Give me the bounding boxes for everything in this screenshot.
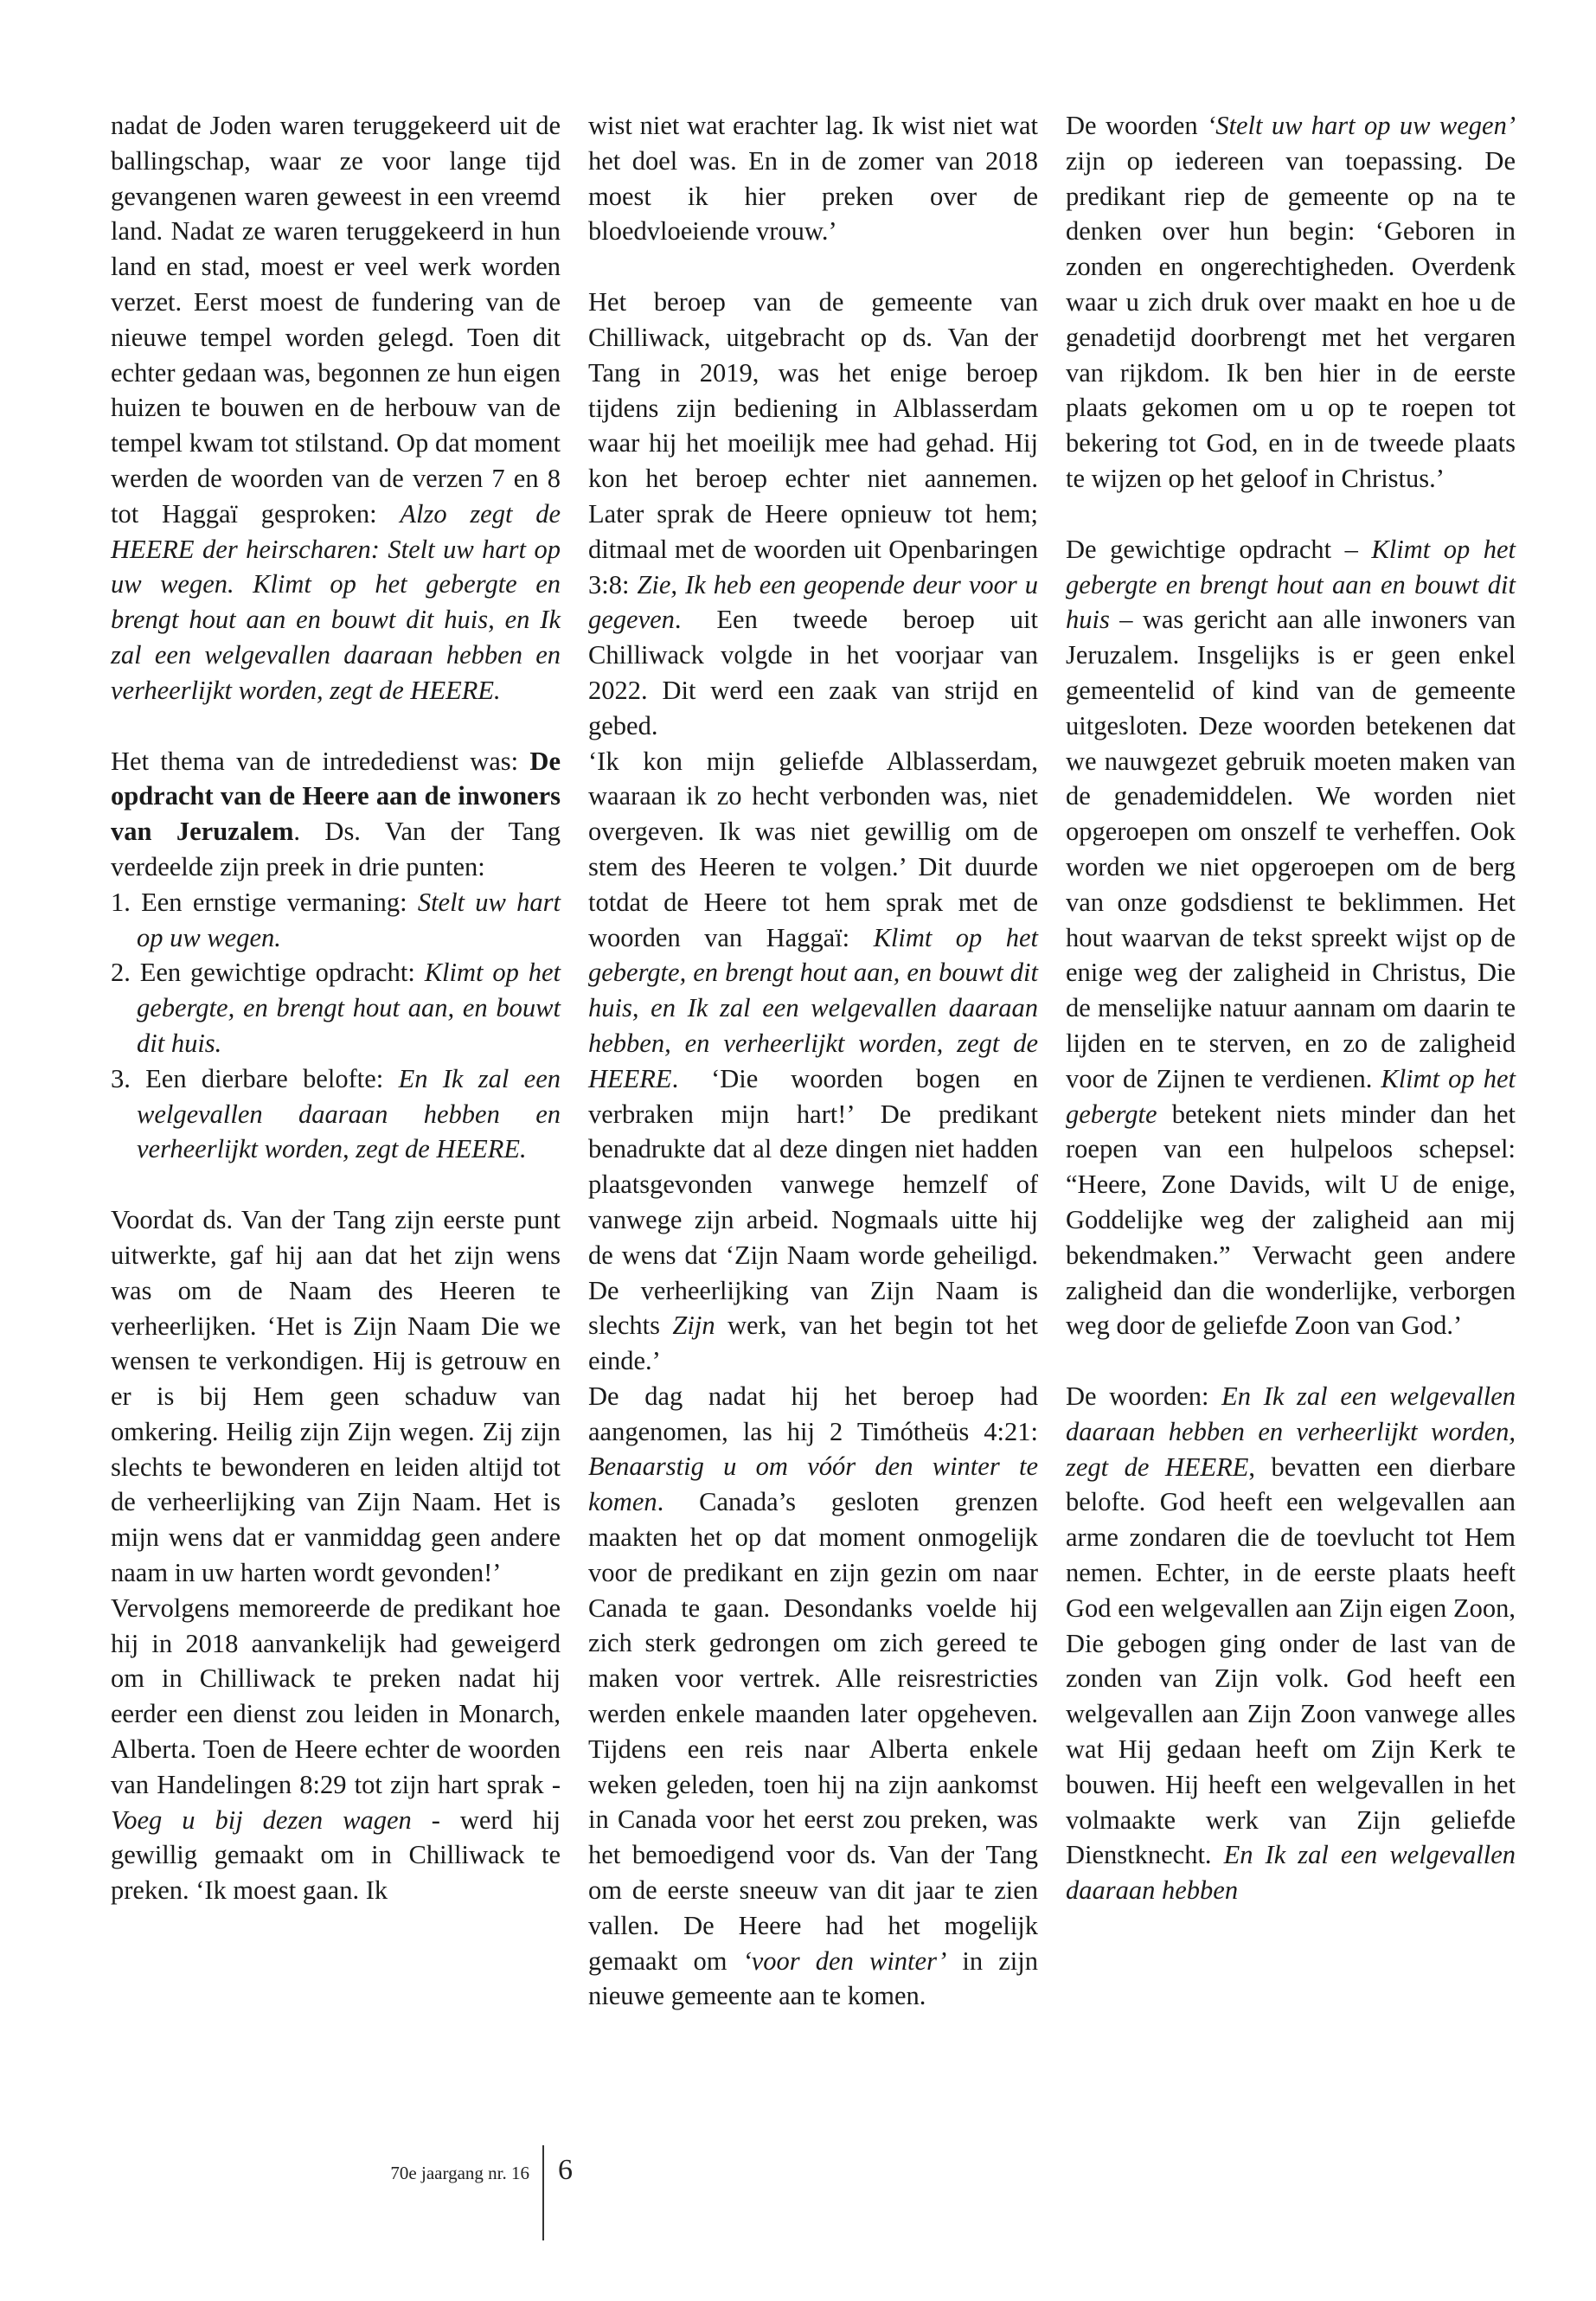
- list-item: 1. Een ernstige vermaning: Stelt uw hart op uw wegen.: [111, 887, 561, 952]
- footer-divider: [542, 2145, 544, 2240]
- paragraph: Het beroep van de gemeente van Chilliwack, uitgebracht op ds. Van der Tang in 2019, was het enige beroep tijdens zijn bediening in Alblasserdam waar hij het moeilijk mee had gehad. Hij kon het beroep echter niet aannemen. Later sprak de Heere opnieuw tot hem; ditmaal met de woorden uit Openbaringen 3:8: Zie, Ik heb een geopende deur voor u gegeven. Een tweede beroep uit Chilliwack volgde in het voorjaar van 2022. Dit werd een zaak van strijd en gebed.: [588, 287, 1038, 740]
- list-item: 2. Een gewichtige opdracht: Klimt op het gebergte, en brengt hout aan, en bouwt dit huis.: [111, 958, 561, 1058]
- paragraph: Vervolgens memoreerde de predikant hoe hij in 2018 aanvankelijk had geweigerd om in Chilliwack te preken nadat hij eerder een dienst zou leiden in Monarch, Alberta. Toen de Heere echter de woorden van Handelingen 8:29 tot zijn hart sprak - Voeg u bij dezen wagen - werd hij gewillig gemaakt om in Chilliwack te preken. ‘Ik moest gaan. Ik: [111, 1593, 561, 1906]
- sermon-points-list: [111, 885, 561, 1167]
- paragraph: nadat de Joden waren teruggekeerd uit de ballingschap, waar ze voor lange tijd gevangenen waren geweest in een vreemd land. Nadat ze waren teruggekeerd in hun land en stad, moest er veel werk worden verzet. Eerst moest de fundering van de nieuwe tempel worden gelegd. Toen dit echter gedaan was, begonnen ze hun eigen huizen te bouwen en de herbouw van de tempel kwam tot stilstand. Op dat moment werden de woorden van de verzen 7 en 8 tot Haggaï gesproken: Alzo zegt de HEERE der heirscharen: Stelt uw hart op uw wegen. Klimt op het gebergte en brengt hout aan en bouwt dit huis, en Ik zal een welgevallen daaraan hebben en verheerlijkt worden, zegt de HEERE.: [111, 111, 561, 705]
- column-left: [111, 108, 561, 1908]
- journal-issue: 70e jaargang nr. 16: [390, 2163, 529, 2183]
- column-right: [1066, 108, 1516, 1908]
- paragraph: Voordat ds. Van der Tang zijn eerste punt uitwerkte, gaf hij aan dat het zijn wens was om de Naam des Heeren te verheerlijken. ‘Het is Zijn Naam Die we wensen te verkondigen. Hij is getrouw en er is bij Hem geen schaduw van omkering. Heilig zijn Zijn wegen. Zij zijn slechts te bewonderen en leiden altijd tot de verheerlijking van Zijn Naam. Het is mijn wens dat er vanmiddag geen andere naam in uw harten wordt gevonden!’: [111, 1205, 561, 1588]
- paragraph: De gewichtige opdracht – Klimt op het gebergte en brengt hout aan en bouwt dit huis – was gericht aan alle inwoners van Jeruzalem. Insgelijks is er geen enkel gemeentelid of kind van de gemeente uitgesloten. Deze woorden betekenen dat we nauwgezet gebruik moeten maken van de genademiddelen. We worden niet opgeroepen om onszelf te verheffen. Ook worden we niet opgeroepen om de berg van onze godsdienst te beklimmen. Het hout waarvan de tekst spreekt wijst op de enige weg der zaligheid in Christus, Die de menselijke natuur aannam om daarin te lijden en te sterven, en zo de zaligheid voor de Zijnen te verdienen. Klimt op het gebergte betekent niets minder dan het roepen van een hulpeloos schepsel: “Heere, Zone Davids, wilt U de enige, Goddelijke weg der zaligheid aan mij bekendmaken.” Verwacht geen andere zaligheid dan die wonderlijke, verborgen weg door de geliefde Zoon van God.’: [1066, 534, 1516, 1341]
- paragraph: De woorden ‘Stelt uw hart op uw wegen’ zijn op iedereen van toepassing. De predikant riep de gemeente op na te denken over hun begin: ‘Geboren in zonden en ongerechtigheden. Overdenk waar u zich druk over maakt en hoe u de genadetijd doorbrengt met het vergaren van rijkdom. Ik ben hier in de eerste plaats gekomen om u op te roepen tot bekering tot God, en in de tweede plaats te wijzen op het geloof in Christus.’: [1066, 111, 1516, 493]
- paragraph: De woorden: En Ik zal een welgevallen daaraan hebben en verheerlijkt worden, zegt de HEERE, bevatten een dierbare belofte. God heeft een welgevallen aan arme zondaren die de toevlucht tot Hem nemen. Echter, in de eerste plaats heeft God een welgevallen aan Zijn eigen Zoon, Die gebogen ging onder de last van de zonden van Zijn volk. God heeft een welgevallen aan Zijn Zoon vanwege alles wat Hij gedaan heeft om Zijn Kerk te bouwen. Hij heeft een welgevallen in het volmaakte werk van Zijn geliefde Dienstknecht. En Ik zal een welgevallen daaraan hebben: [1066, 1381, 1516, 1906]
- column-middle: [588, 108, 1038, 2014]
- paragraph-theme: Het thema van de intrededienst was: De opdracht van de Heere aan de inwoners van Jeruzalem. Ds. Van der Tang verdeelde zijn preek in drie punten:: [111, 746, 561, 881]
- page-footer: [0, 2145, 1596, 2240]
- paragraph: wist niet wat erachter lag. Ik wist niet wat het doel was. En in de zomer van 2018 moest ik hier preken over de bloedvloeiende vrouw.’: [588, 111, 1038, 247]
- page-number: 6: [558, 2154, 573, 2186]
- paragraph: ‘Ik kon mijn geliefde Alblasserdam, waaraan ik zo hecht verbonden was, niet overgeven. Ik was niet gewillig om de stem des Heeren te volgen.’ Dit duurde totdat de Heere tot hem sprak met de woorden van Haggaï: Klimt op het gebergte, en brengt hout aan, en bouwt dit huis, en Ik zal een welgevallen daaraan hebben, en verheerlijkt worden, zegt de HEERE. ‘Die woorden bogen en verbraken mijn hart!’ De predikant benadrukte dat al deze dingen niet hadden plaatsgevonden vanwege hemzelf of vanwege zijn arbeid. Nogmaals uitte hij de wens dat ‘Zijn Naam worde geheiligd. De verheerlijking van Zijn Naam is slechts Zijn werk, van het begin tot het einde.’: [588, 746, 1038, 1376]
- paragraph: De dag nadat hij het beroep had aangenomen, las hij 2 Timótheüs 4:21: Benaarstig u om vóór den winter te komen. Canada’s gesloten grenzen maakten het op dat moment onmogelijk voor de predikant en zijn gezin om naar Canada te gaan. Desondanks voelde hij zich sterk gedrongen om zich gereed te maken voor vertrek. Alle reisrestricties werden enkele maanden later opgeheven. Tijdens een reis naar Alberta enkele weken geleden, toen hij na zijn aankomst in Canada voor het eerst zou preken, was het bemoedigend voor ds. Van der Tang om de eerste sneeuw van dit jaar te zien vallen. De Heere had het mogelijk gemaakt om ‘voor den winter’ in zijn nieuwe gemeente aan te komen.: [588, 1381, 1038, 2011]
- list-item: 3. Een dierbare belofte: En Ik zal een welgevallen daaraan hebben en verheerlijkt worden, zegt de HEERE.: [111, 1063, 561, 1164]
